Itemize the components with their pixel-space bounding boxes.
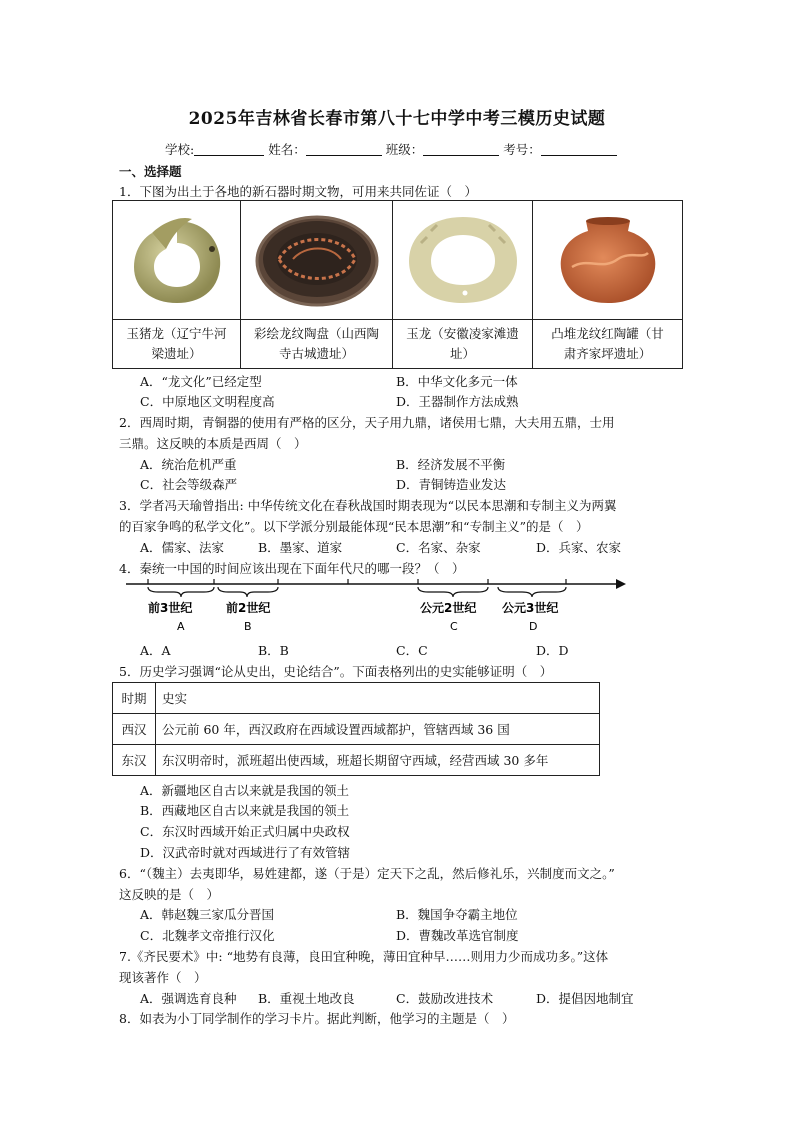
table-header-period: 时期 bbox=[113, 683, 156, 714]
artifact-caption-3: 玉龙（安徽凌家滩遗 址） bbox=[393, 320, 533, 369]
red-pottery-jar-image bbox=[548, 209, 668, 309]
artifact-caption-1: 玉猪龙（辽宁牛河 梁遗址） bbox=[113, 320, 241, 369]
student-info-line bbox=[165, 140, 617, 158]
q6-option-c[interactable]: C．北魏孝文帝推行汉化 bbox=[140, 928, 275, 943]
q5-option-a[interactable]: A．新疆地区自古以来就是我国的领土 bbox=[140, 783, 350, 798]
q1-option-c[interactable]: C．中原地区文明程度高 bbox=[140, 394, 275, 409]
name-blank[interactable] bbox=[306, 143, 382, 156]
q6-stem-2: 这反映的是（ ） bbox=[119, 887, 220, 902]
timeline-label-4: 公元3世纪 bbox=[502, 601, 559, 615]
q5-option-b[interactable]: B．西藏地区自古以来就是我国的领土 bbox=[140, 803, 350, 818]
artifact-caption-2: 彩绘龙纹陶盘（山西陶 寺古城遗址） bbox=[241, 320, 393, 369]
artifact-cell-4 bbox=[533, 201, 683, 320]
table-cell-fact: 公元前 60 年，西汉政府在西域设置西域都护，管辖西域 36 国 bbox=[156, 714, 600, 745]
artifact-cell-2 bbox=[241, 201, 393, 320]
school-label: 学校: bbox=[165, 142, 195, 157]
q1-option-d[interactable]: D．王器制作方法成熟 bbox=[396, 394, 519, 409]
artifact-cell-3 bbox=[393, 201, 533, 320]
table-cell-period: 东汉 bbox=[113, 745, 156, 776]
timeline-label-1: 前3世纪 bbox=[148, 601, 193, 615]
timeline-label-3: 公元2世纪 bbox=[420, 601, 477, 615]
timeline-letter-c: C bbox=[450, 620, 458, 633]
q4-stem: 4．秦统一中国的时间应该出现在下面年代尺的哪一段？（ ） bbox=[119, 561, 465, 576]
q2-option-b[interactable]: B．经济发展不平衡 bbox=[396, 457, 506, 472]
q8-stem: 8．如表为小丁同学制作的学习卡片。据此判断，他学习的主题是（ ） bbox=[119, 1011, 515, 1026]
q7-stem-1: 7.《齐民要术》中: “地势有良薄，良田宜种晚，薄田宜种早……则用力少而成功多。”这体 bbox=[119, 949, 609, 964]
q7-option-b[interactable]: B．重视土地改良 bbox=[258, 991, 355, 1006]
q6-option-a[interactable]: A．韩赵魏三家瓜分晋国 bbox=[140, 907, 275, 922]
class-label: 班级： bbox=[385, 142, 424, 157]
q2-option-d[interactable]: D．青铜铸造业发达 bbox=[396, 477, 507, 492]
number-blank[interactable] bbox=[541, 143, 617, 156]
timeline-arrow-icon bbox=[616, 579, 626, 589]
q5-stem: 5．历史学习强调“论从史出，史论结合”。下面表格列出的史实能够证明（ ） bbox=[119, 664, 553, 679]
school-blank[interactable] bbox=[194, 143, 264, 156]
jade-dragon-ring-image bbox=[401, 209, 525, 309]
timeline-letter-a: A bbox=[177, 620, 185, 633]
artifact-cell-1 bbox=[113, 201, 241, 320]
q2-stem-1: 2．西周时期，青铜器的使用有严格的区分，天子用九鼎，诸侯用七鼎，大夫用五鼎，士用 bbox=[119, 415, 615, 430]
q6-stem-1: 6．“（魏主）去夷即华，易姓建都，遂（于是）定天下之乱，然后修礼乐，兴制度而文之。” bbox=[119, 866, 615, 881]
table-row bbox=[113, 714, 600, 745]
q6-option-b[interactable]: B．魏国争夺霸主地位 bbox=[396, 907, 518, 922]
section-heading: 一、选择题 bbox=[119, 164, 182, 179]
q4-option-a[interactable]: A．A bbox=[140, 643, 171, 658]
q1-stem: 1．下图为出土于各地的新石器时期文物，可用来共同佐证（ ） bbox=[119, 184, 477, 199]
jade-pig-dragon-image bbox=[122, 209, 232, 309]
q7-option-a[interactable]: A．强调选育良种 bbox=[140, 991, 237, 1006]
q3-option-b[interactable]: B．墨家、道家 bbox=[258, 540, 343, 555]
q4-option-b[interactable]: B．B bbox=[258, 643, 289, 658]
name-label: 姓名： bbox=[268, 142, 306, 157]
q2-stem-2: 三鼎。这反映的本质是西周（ ） bbox=[119, 436, 307, 451]
class-blank[interactable] bbox=[423, 143, 499, 156]
table-row bbox=[113, 745, 600, 776]
q2-option-c[interactable]: C．社会等级森严 bbox=[140, 477, 238, 492]
q3-stem-1: 3．学者冯天瑜曾指出: 中华传统文化在春秋战国时期表现为“以民本思潮和专制主义为两翼 bbox=[119, 498, 617, 513]
q1-option-a[interactable]: A．“龙文化”已经定型 bbox=[140, 374, 262, 389]
q7-option-d[interactable]: D．提倡因地制宜 bbox=[536, 991, 634, 1006]
q7-option-c[interactable]: C．鼓励改进技术 bbox=[396, 991, 494, 1006]
q3-option-c[interactable]: C．名家、杂家 bbox=[396, 540, 481, 555]
q3-option-d[interactable]: D．兵家、农家 bbox=[536, 540, 622, 555]
q7-stem-2: 现该著作（ ） bbox=[119, 970, 207, 985]
q5-option-d[interactable]: D．汉武帝时就对西域进行了有效管辖 bbox=[140, 845, 351, 860]
number-label: 考号： bbox=[503, 142, 541, 157]
timeline-letter-b: B bbox=[244, 620, 252, 633]
exam-title: 2025年吉林省长春市第八十七中学中考三模历史试题 bbox=[188, 109, 606, 129]
q4-option-c[interactable]: C．C bbox=[396, 643, 428, 658]
q1-artifact-table bbox=[112, 200, 683, 369]
painted-dragon-plate-image bbox=[253, 209, 381, 309]
q1-option-b[interactable]: B．中华文化多元一体 bbox=[396, 374, 518, 389]
table-cell-period: 西汉 bbox=[113, 714, 156, 745]
table-row bbox=[113, 683, 600, 714]
table-header-fact: 史实 bbox=[156, 683, 600, 714]
q5-table bbox=[112, 682, 600, 776]
timeline-label-2: 前2世纪 bbox=[226, 601, 271, 615]
q6-option-d[interactable]: D．曹魏改革选官制度 bbox=[396, 928, 519, 943]
q2-option-a[interactable]: A．统治危机严重 bbox=[140, 457, 237, 472]
table-cell-fact: 东汉明帝时，派班超出使西域，班超长期留守西域，经营西域 30 多年 bbox=[156, 745, 600, 776]
timeline-letter-d: D bbox=[529, 620, 538, 633]
timeline-ruler bbox=[118, 572, 628, 634]
q3-stem-2: 的百家争鸣的私学文化”。以下学派分别最能体现“民本思潮”和“专制主义”的是（ ） bbox=[119, 519, 589, 534]
q5-option-c[interactable]: C．东汉时西域开始正式归属中央政权 bbox=[140, 824, 350, 839]
artifact-caption-4: 凸堆龙纹红陶罐（甘 肃齐家坪遗址） bbox=[533, 320, 683, 369]
timeline-braces bbox=[148, 587, 566, 597]
q4-option-d[interactable]: D．D bbox=[536, 643, 569, 658]
q3-option-a[interactable]: A．儒家、法家 bbox=[140, 540, 225, 555]
